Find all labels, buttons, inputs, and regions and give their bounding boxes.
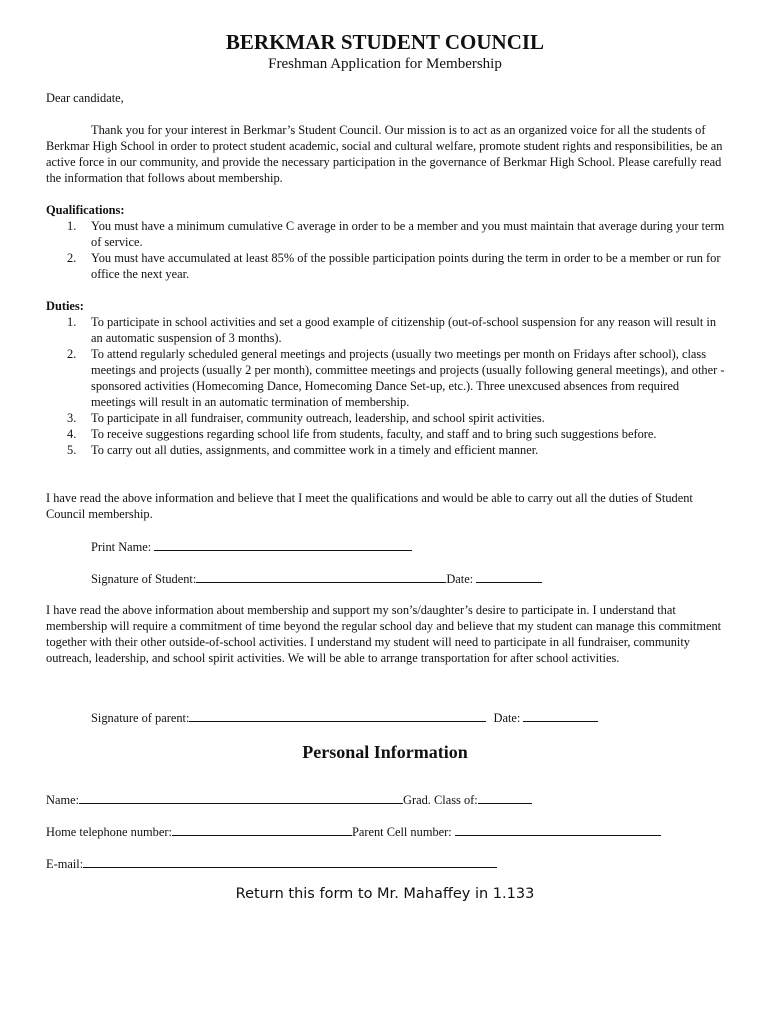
- print-name-field[interactable]: [154, 538, 412, 551]
- item-text: You must have a minimum cumulative C average in order to be a member and you must maintain that average during your term of service.: [91, 219, 725, 249]
- item-number: 2.: [67, 347, 77, 361]
- duties-section: [46, 298, 726, 458]
- list-item: [46, 218, 726, 250]
- home-phone-label: Home telephone number:: [46, 825, 172, 839]
- home-phone-field[interactable]: [172, 823, 352, 836]
- parent-cell-label: Parent Cell number:: [351, 825, 452, 839]
- duties-list: [46, 314, 726, 458]
- item-number: 3.: [67, 411, 77, 425]
- grad-class-label: Grad. Class of:: [403, 793, 478, 807]
- parent-signature-label: Signature of parent:: [91, 711, 190, 725]
- qualifications-section: [46, 202, 726, 282]
- student-signature-row: [91, 570, 542, 587]
- list-item: [46, 426, 726, 442]
- email-label: E-mail:: [46, 857, 84, 871]
- print-name-label: Print Name:: [91, 540, 152, 554]
- qualifications-heading: Qualifications:: [46, 203, 125, 217]
- qualifications-list: [46, 218, 726, 282]
- salutation: Dear candidate,: [46, 91, 124, 105]
- item-number: 1.: [67, 315, 77, 329]
- parent-signature-field[interactable]: [189, 709, 486, 722]
- list-item: [46, 442, 726, 458]
- name-row: [46, 791, 532, 808]
- list-item: [46, 346, 726, 410]
- parent-statement: I have read the above information about membership and support my son’s/daughter’s desire to participate in. I understand that membership will require a commitment of time beyond the regular school day and believe that my student can manage this commitment together with their other outside-of-school activities. I understand my student will need to participate in all fundraiser, community outreach, leadership, and school spirit activities. We will be able to arrange transportation for after school activities.: [46, 603, 722, 665]
- item-text: You must have accumulated at least 85% of the possible participation points during the term in order to be a member or run for office the next year.: [91, 251, 721, 281]
- page-subtitle: Freshman Application for Membership: [268, 56, 502, 72]
- parent-date-label: Date:: [493, 711, 521, 725]
- item-number: 5.: [67, 443, 77, 457]
- page-title: BERKMAR STUDENT COUNCIL: [225, 30, 545, 54]
- parent-cell-field[interactable]: [455, 823, 661, 836]
- name-field[interactable]: [79, 791, 403, 804]
- parent-date-field[interactable]: [523, 709, 598, 722]
- item-text: To participate in all fundraiser, community outreach, leadership, and school spirit activities.: [91, 411, 545, 425]
- email-field[interactable]: [83, 855, 497, 868]
- item-text: To carry out all duties, assignments, and committee work in a timely and efficient manner.: [91, 443, 539, 457]
- intro-paragraph: Thank you for your interest in Berkmar’s Student Council. Our mission is to act as an organized voice for all the students of Berkmar High School in order to protect student academic, social and cultural welfare, promote student rights and responsibilities, be an active force in our community, and provide the necessary participation in the governance of Berkmar High School. Please carefully read the information that follows about membership.: [46, 123, 723, 185]
- list-item: [46, 314, 726, 346]
- item-number: 1.: [67, 219, 77, 233]
- item-number: 4.: [67, 427, 77, 441]
- student-signature-field[interactable]: [196, 570, 446, 583]
- student-statement: I have read the above information and believe that I meet the qualifications and would be able to carry out all the duties of Student Council membership.: [46, 491, 693, 521]
- phone-row: [46, 823, 661, 840]
- item-number: 2.: [67, 251, 77, 265]
- item-text: To receive suggestions regarding school life from students, faculty, and staff and to bring such suggestions before.: [91, 427, 657, 441]
- list-item: [46, 410, 726, 426]
- student-signature-label: Signature of Student:: [91, 572, 197, 586]
- list-item: [46, 250, 726, 282]
- grad-class-field[interactable]: [478, 791, 532, 804]
- student-date-field[interactable]: [476, 570, 542, 583]
- email-row: [46, 855, 497, 872]
- name-label: Name:: [46, 793, 80, 807]
- duties-heading: Duties:: [46, 299, 84, 313]
- parent-signature-row: [91, 709, 598, 726]
- print-name-row: [91, 538, 412, 555]
- return-note: Return this form to Mr. Mahaffey in 1.133: [235, 886, 535, 902]
- item-text: To participate in school activities and set a good example of citizenship (out-of-school suspension for any reason will result in an automatic suspension of 3 months).: [91, 315, 717, 345]
- personal-info-heading: Personal Information: [302, 742, 468, 762]
- item-text: To attend regularly scheduled general meetings and projects (usually two meetings per month on Fridays after school), class meetings and projects (usually 2 per month), committee meetings and projects (usually following general meetings), and other -sponsored activities (Homecoming Dance, Homecoming Dance Set-up, etc.). Three unexcused absences from required meetings will result in an automatic termination of membership.: [91, 347, 725, 409]
- student-date-label: Date:: [446, 572, 474, 586]
